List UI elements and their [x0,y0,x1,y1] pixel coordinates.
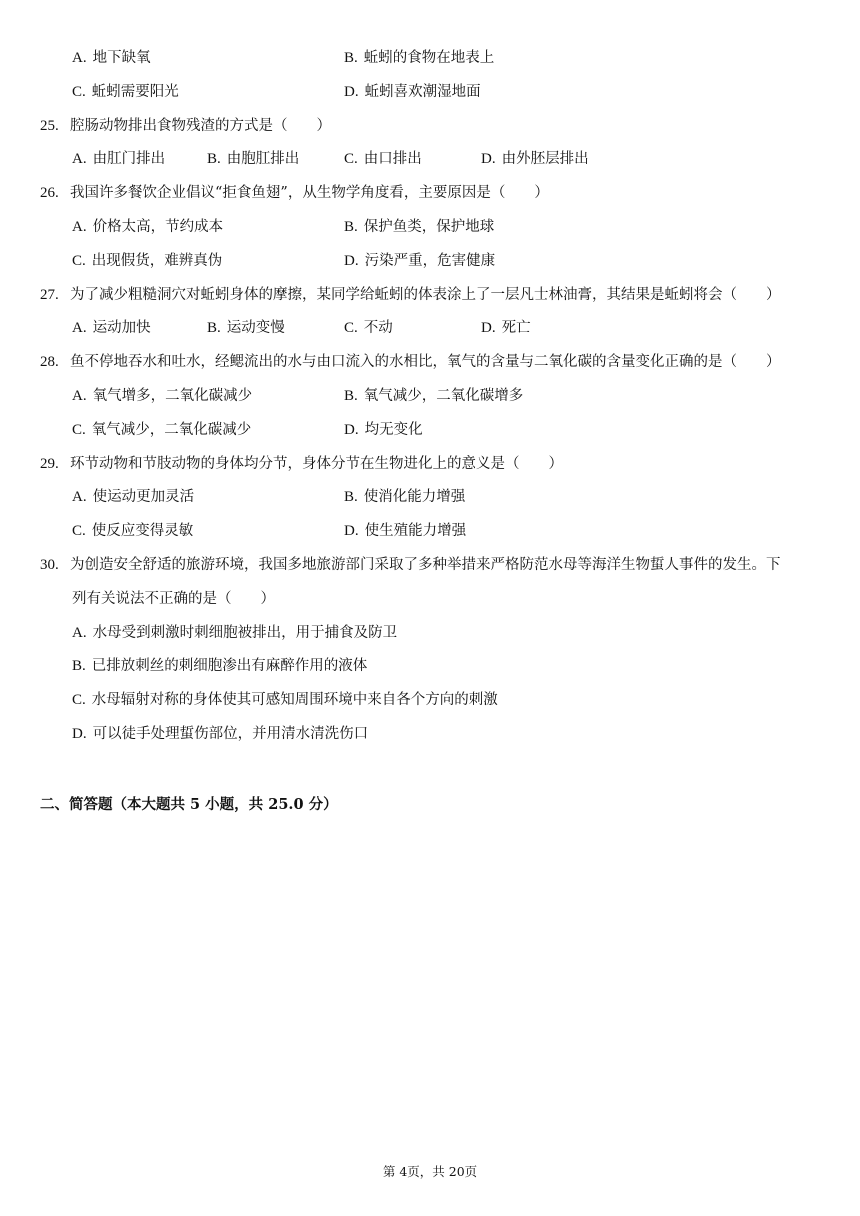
q29-option-a: A. 使运动更加灵活 [72,489,195,505]
q24-option-c: C. 蚯蚓需要阳光 [72,84,179,100]
q25-option-d: D. 由外胚层排出 [481,151,589,167]
q24-option-a: A. 地下缺氧 [72,50,151,66]
q29-option-b: B. 使消化能力增强 [344,489,466,505]
q28-option-d: D. 均无变化 [344,422,423,438]
q24-option-b: B. 蚯蚓的食物在地表上 [344,50,495,66]
q27-option-a: A. 运动加快 [72,320,151,336]
q29-option-d: D. 使生殖能力增强 [344,523,467,539]
q25-stem: 25. 腔肠动物排出食物残渣的方式是（ ） [40,118,331,134]
q24-option-d: D. 蚯蚓喜欢潮湿地面 [344,84,481,100]
q28-option-b: B. 氧气减少，二氧化碳增多 [344,388,524,404]
q30-option-a: A. 水母受到刺激时刺细胞被排出，用于捕食及防卫 [72,625,398,641]
q27-option-d: D. 死亡 [481,320,531,336]
q30-option-b: B. 已排放刺丝的刺细胞渗出有麻醉作用的液体 [72,658,368,674]
q25-option-c: C. 由口排出 [344,151,422,167]
q26-option-a: A. 价格太高，节约成本 [72,219,224,235]
q26-option-d: D. 污染严重，危害健康 [344,253,496,269]
q26-stem: 26. 我国许多餐饮企业倡议“拒食鱼翅”，从生物学角度看，主要原因是（ ） [40,185,549,201]
q27-option-c: C. 不动 [344,320,393,336]
q25-option-a: A. 由肛门排出 [72,151,166,167]
q28-option-c: C. 氧气减少，二氧化碳减少 [72,422,252,438]
q27-option-b: B. 运动变慢 [207,320,285,336]
q26-option-c: C. 出现假货，难辨真伪 [72,253,223,269]
q29-stem: 29. 环节动物和节肢动物的身体均分节，身体分节在生物进化上的意义是（ ） [40,456,563,472]
q30-stem: 30. 为创造安全舒适的旅游环境，我国多地旅游部门采取了多种举措来严格防范水母等海洋生物蜇人事件的发生。下 [40,557,781,573]
section-heading: 二、简答题（本大题共 5 小题，共 25.0 分） [40,796,338,813]
q28-stem: 28. 鱼不停地吞水和吐水，经鳃流出的水与由口流入的水相比，氧气的含量与二氧化碳的含量变化正确的是（ ） [40,354,781,370]
q25-option-b: B. 由胞肛排出 [207,151,300,167]
q29-option-c: C. 使反应变得灵敏 [72,523,194,539]
q28-option-a: A. 氧气增多，二氧化碳减少 [72,388,253,404]
page-footer: 第 4页，共 20页 [382,1164,478,1179]
q30-option-d: D. 可以徒手处理蜇伤部位，并用清水清洗伤口 [72,726,369,742]
q27-stem: 27. 为了减少粗糙洞穴对蚯蚓身体的摩擦，某同学给蚯蚓的体表涂上了一层凡士林油膏，其结果是蚯蚓将会（ ） [40,287,781,303]
q30-stem-continued: 列有关说法不正确的是（ ） [72,591,275,607]
q30-option-c: C. 水母辐射对称的身体使其可感知周围环境中来自各个方向的刺激 [72,692,498,708]
q26-option-b: B. 保护鱼类，保护地球 [344,219,495,235]
